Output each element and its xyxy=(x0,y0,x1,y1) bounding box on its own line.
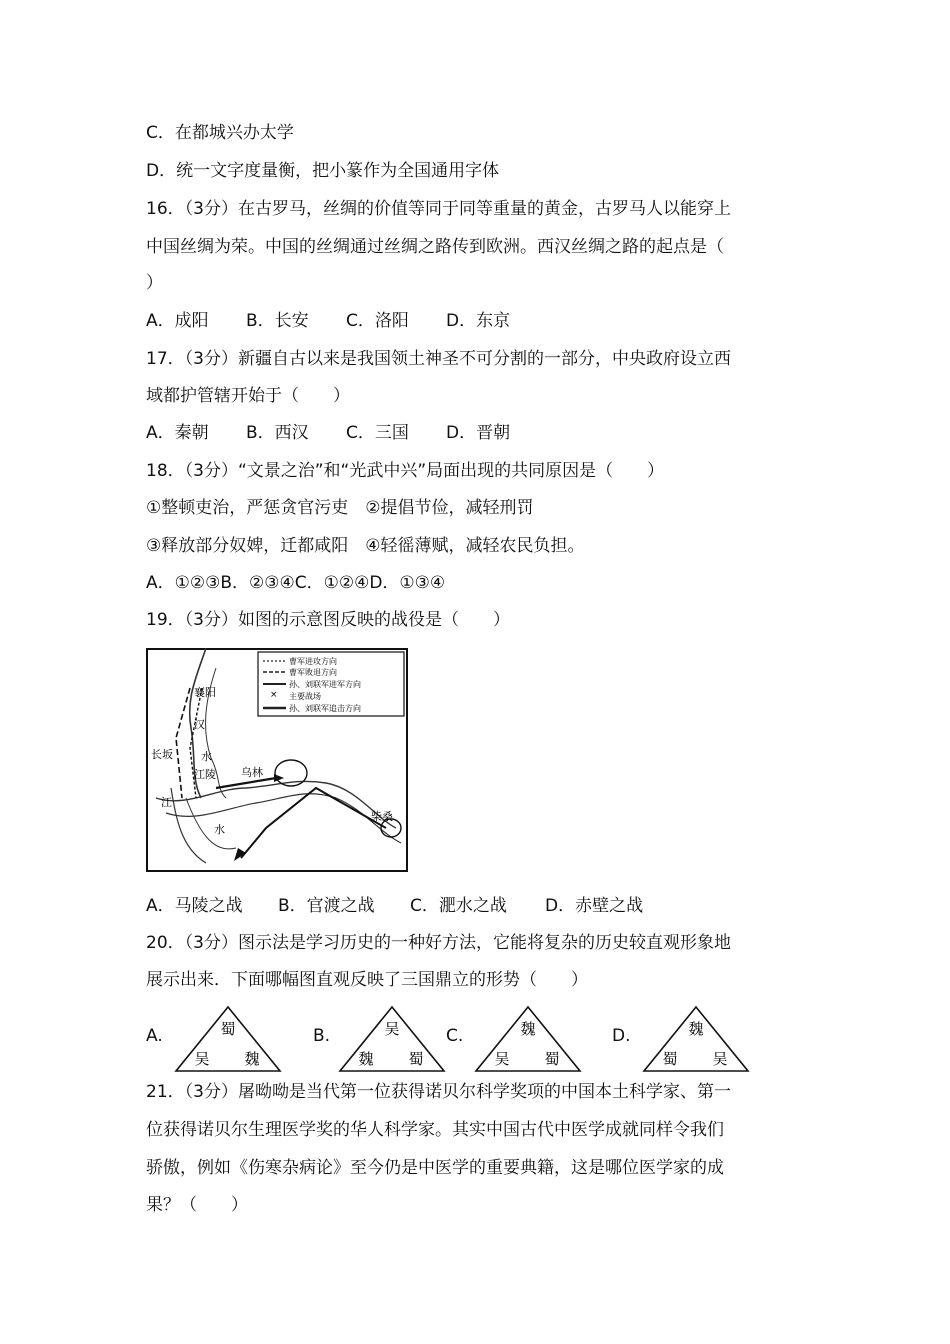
question-21-line1: 21．（3分）屠呦呦是当代第一位获得诺贝尔科学奖项的中国本土科学家、第一 xyxy=(146,1082,731,1102)
option-d[interactable]: D．东京 xyxy=(446,311,511,331)
place-jiangling: 江陵 xyxy=(194,768,216,781)
option-a[interactable]: A．马陵之战 xyxy=(146,896,243,916)
tri-c-right: 蜀 xyxy=(544,1050,560,1068)
question-19-options xyxy=(146,895,643,917)
place-shui2: 水 xyxy=(214,823,225,836)
legend-2: 曹军败退方向 xyxy=(289,668,337,677)
triangle-a-svg xyxy=(172,1004,284,1074)
question-18-line2: ①整顿吏治，严惩贪官污吏 ②提倡节俭，减轻刑罚 xyxy=(146,498,534,518)
legend-5: 孙、刘联军追击方向 xyxy=(289,704,361,713)
question-20-line1: 20．（3分）图示法是学习历史的一种好方法，它能将复杂的历史较直观形象地 xyxy=(146,933,731,953)
question-21-line4: 果？（ ） xyxy=(146,1195,248,1215)
legend-4: 主要战场 xyxy=(289,692,321,701)
triangle-option-b[interactable] xyxy=(336,1004,448,1074)
question-21-line3: 骄傲，例如《伤寒杂病论》至今仍是中医学的重要典籍，这是哪位医学家的成 xyxy=(146,1158,724,1178)
place-changban: 长坂 xyxy=(151,748,173,761)
option-a[interactable]: A．秦朝 xyxy=(146,423,209,443)
option-c[interactable]: C．洛阳 xyxy=(346,311,409,331)
triangle-option-d[interactable] xyxy=(640,1004,752,1074)
option-d-label[interactable]: D. xyxy=(612,1026,631,1046)
place-jiang: 江 xyxy=(161,796,172,809)
triangle-c-svg xyxy=(472,1004,584,1074)
option-b[interactable]: B．长安 xyxy=(246,311,309,331)
battle-map-figure xyxy=(146,648,408,872)
question-20-line2: 展示出来．下面哪幅图直观反映了三国鼎立的形势（ ） xyxy=(146,970,588,990)
question-19-line1: 19．（3分）如图的示意图反映的战役是（ ） xyxy=(146,610,510,630)
tri-b-right: 蜀 xyxy=(408,1050,424,1068)
place-shui1: 水 xyxy=(201,750,212,763)
option-b[interactable]: B．西汉 xyxy=(246,423,309,443)
option-c-label[interactable]: C. xyxy=(446,1026,464,1046)
tri-d-top: 魏 xyxy=(688,1020,704,1038)
question-16-line1: 16．（3分）在古罗马，丝绸的价值等同于同等重量的黄金，古罗马人以能穿上 xyxy=(146,199,731,219)
question-21-line2: 位获得诺贝尔生理医学奖的华人科学家。其实中国古代中医学成就同样令我们 xyxy=(146,1120,724,1140)
tri-a-left: 吴 xyxy=(194,1050,210,1068)
tri-b-left: 魏 xyxy=(358,1050,374,1068)
tri-c-left: 吴 xyxy=(494,1050,510,1068)
triangle-b-svg xyxy=(336,1004,448,1074)
tri-d-left: 蜀 xyxy=(662,1050,678,1068)
place-wulin: 乌林 xyxy=(241,766,263,779)
svg-text:×: × xyxy=(270,690,278,700)
option-a[interactable]: A．成阳 xyxy=(146,311,209,331)
option-c[interactable]: C．三国 xyxy=(346,423,409,443)
question-16-options xyxy=(146,310,510,332)
tri-d-right: 吴 xyxy=(712,1050,728,1068)
option-c[interactable]: C．淝水之战 xyxy=(410,896,507,916)
tri-b-top: 吴 xyxy=(384,1020,400,1038)
legend-1: 曹军进攻方向 xyxy=(289,657,337,666)
question-18-line1: 18．（3分）“文景之治”和“光武中兴”局面出现的共同原因是（ ） xyxy=(146,461,665,481)
question-16-line3: ） xyxy=(146,273,163,293)
question-17-options xyxy=(146,422,510,444)
place-han: 汉 xyxy=(194,718,205,731)
triangle-option-c[interactable] xyxy=(472,1004,584,1074)
option-d-text: D．统一文字度量衡，把小篆作为全国通用字体 xyxy=(146,161,500,181)
tri-c-top: 魏 xyxy=(520,1020,536,1038)
place-xiangyang: 襄阳 xyxy=(194,686,216,699)
question-16-line2: 中国丝绸为荣。中国的丝绸通过丝绸之路传到欧洲。西汉丝绸之路的起点是（ xyxy=(146,237,724,257)
option-d[interactable]: D．晋朝 xyxy=(446,423,511,443)
battle-map-svg xyxy=(146,648,408,872)
question-17-line1: 17．（3分）新疆自古以来是我国领土神圣不可分割的一部分，中央政府设立西 xyxy=(146,349,731,369)
option-b-label[interactable]: B. xyxy=(313,1026,331,1046)
option-c-text: C．在都城兴办太学 xyxy=(146,123,294,143)
question-17-line2: 域都护管辖开始于（ ） xyxy=(146,386,350,406)
triangle-d-svg xyxy=(640,1004,752,1074)
question-18-options[interactable]: A．①②③B．②③④C．①②④D．①③④ xyxy=(146,573,446,593)
option-b[interactable]: B．官渡之战 xyxy=(278,896,375,916)
triangle-option-a[interactable] xyxy=(172,1004,284,1074)
tri-a-right: 魏 xyxy=(244,1050,260,1068)
option-a-label[interactable]: A. xyxy=(146,1026,163,1046)
legend-3: 孙、刘联军进军方向 xyxy=(289,680,361,689)
question-18-line3: ③释放部分奴婢，迁都咸阳 ④轻徭薄赋，减轻农民负担。 xyxy=(146,536,585,556)
tri-a-top: 蜀 xyxy=(220,1020,236,1038)
place-chaisang: 柴桑 xyxy=(371,810,393,823)
option-d[interactable]: D．赤壁之战 xyxy=(545,896,644,916)
